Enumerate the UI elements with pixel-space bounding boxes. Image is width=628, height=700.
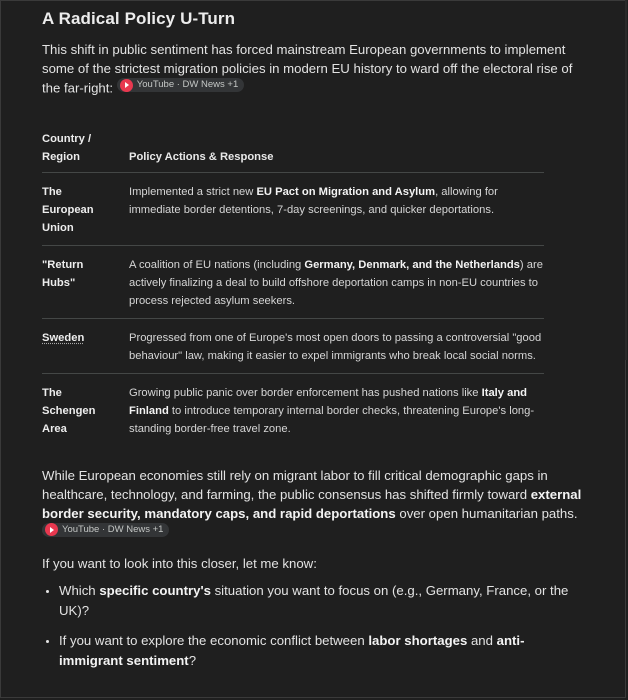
source-chip-label: YouTube · DW News +1 [136,79,239,90]
table-header-row [42,130,544,173]
policy-cell: Implemented a strict new EU Pact on Migration and Asylum, allowing for immediate border detentions, 7-day screenings, and quicker deportations. [129,172,544,245]
table-row [42,172,544,245]
youtube-icon [120,79,133,92]
region-cell: "Return Hubs" [42,245,129,318]
section-heading: A Radical Policy U-Turn [42,9,236,28]
policy-cell: Growing public panic over border enforcement has pushed nations like Italy and Finland to introduce temporary internal border checks, threatening Europe's long-standing border-free travel zone. [129,386,535,435]
table-row [42,318,544,373]
policy-table [42,130,544,446]
table-row [42,373,544,446]
region-cell: The Schengen Area [42,386,96,435]
policy-cell: A coalition of EU nations (including Germany, Denmark, and the Netherlands) are actively finalizing a deal to build offshore deportation camps in non-EU countries to process rejected asylum seekers. [129,245,544,318]
scrollbar[interactable] [621,0,627,360]
source-chip[interactable] [117,78,244,92]
column-header-region: Country / Region [42,130,129,173]
column-header-policy: Policy Actions & Response [129,130,544,173]
follow-up-paragraph: If you want to look into this closer, let me know: [42,556,317,571]
sweden-link[interactable]: Sweden [42,331,85,344]
source-chip-label: YouTube · DW News +1 [62,523,164,535]
region-cell: The European Union [42,172,129,245]
table-row [42,245,544,318]
intro-paragraph [42,40,582,98]
list-item: • If you want to explore the economic conflict between labor shortages and anti-immigrant sentiment? [59,631,582,671]
response-content [42,8,582,681]
policy-cell: Progressed from one of Europe's most open doors to passing a controversial "good behaviour" law, making it easier to expel immigrants who break local social norms. [129,318,544,373]
source-chip[interactable] [42,523,169,537]
follow-up-list [42,581,582,671]
intro-text: This shift in public sentiment has forced mainstream European governments to implement some of the strictest migration policies in modern EU history to ward off the electoral rise of the far-right: [42,42,573,96]
youtube-icon [45,523,58,536]
region-cell[interactable] [42,318,129,373]
list-item: • Which specific country's situation you want to focus on (e.g., Germany, France, or the UK)? [59,581,582,621]
summary-paragraph: While European economies still rely on migrant labor to fill critical demographic gaps in healthcare, technology, and farming, the public consensus has shifted firmly toward external border security, mandatory caps, and rapid deportations over open humanitarian paths. YouTube · DW News +1 [42,467,582,535]
